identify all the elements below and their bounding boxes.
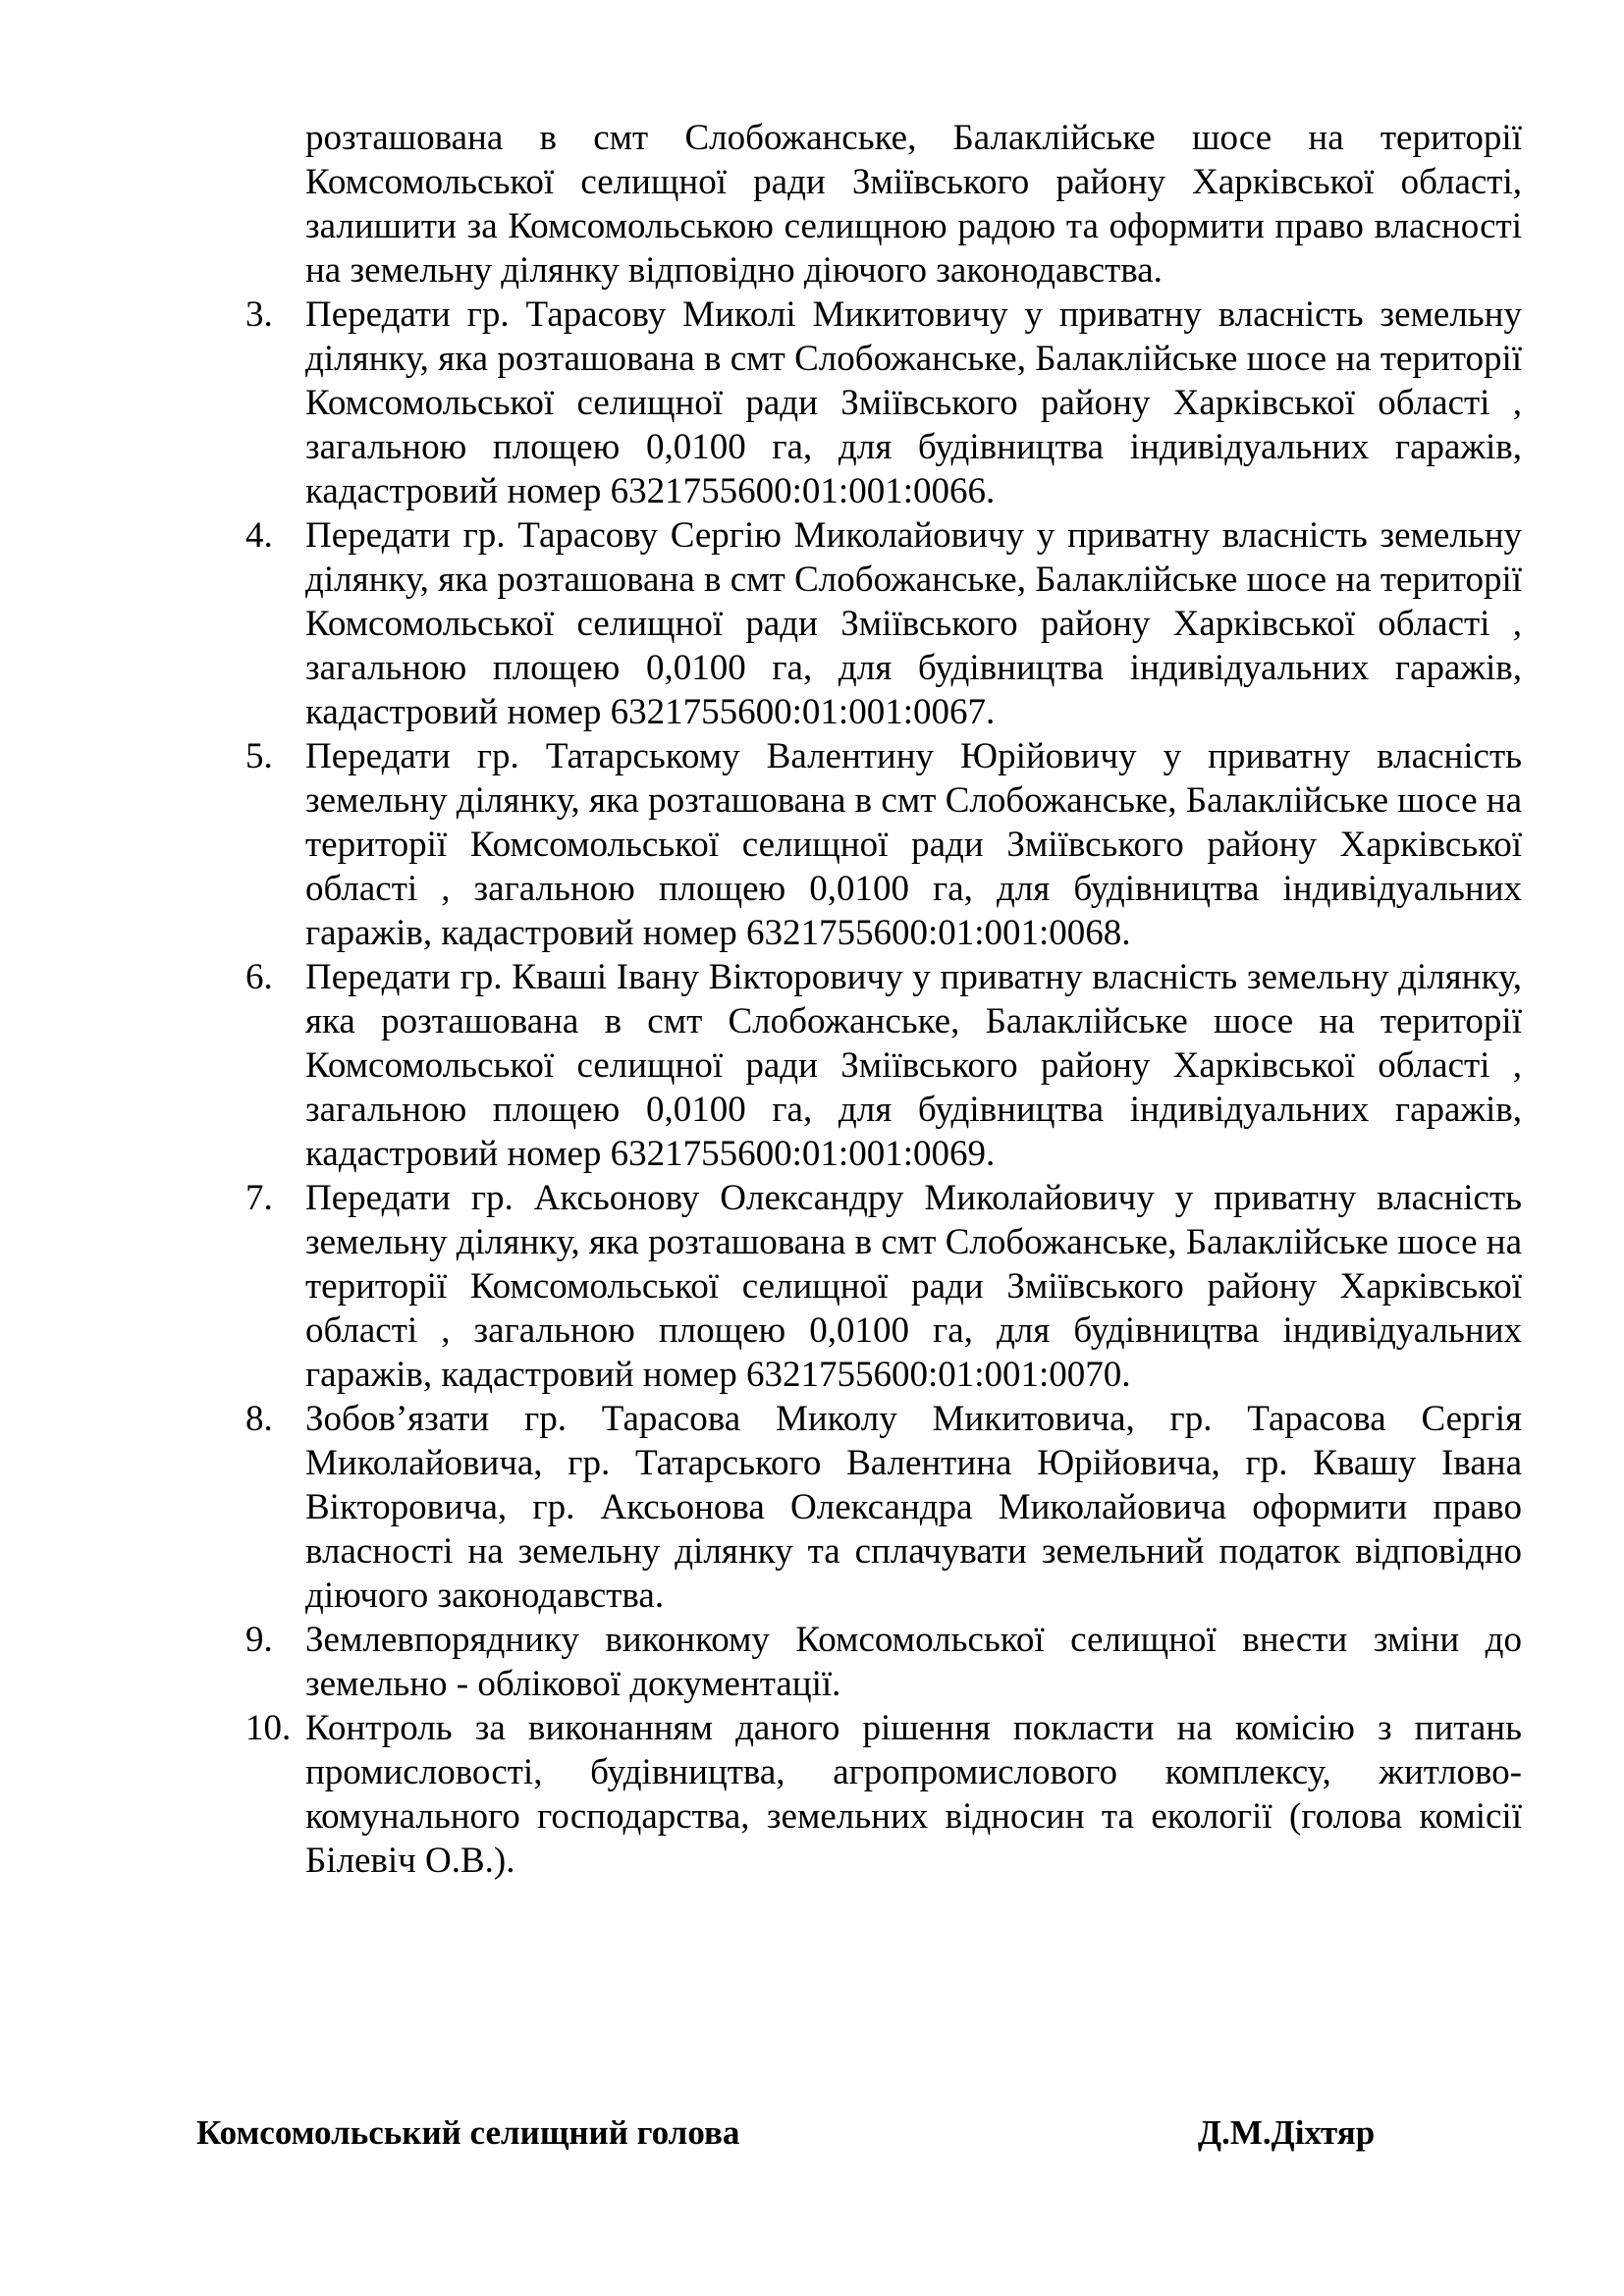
item-number: 10.	[245, 1708, 292, 1748]
item-number: 7.	[245, 1178, 273, 1218]
item-text: Землевпоряднику виконкому Комсомольської селищної внести зміни до земельно - облікової документації.	[305, 1620, 1522, 1704]
list-item	[245, 1618, 1522, 1706]
list-item	[245, 734, 1522, 955]
decision-list	[245, 293, 1522, 1883]
item-text: Передати гр. Тарасову Миколі Микитовичу у приватну власність земельну ділянку, яка розташована в смт Слобожанське, Балаклійське шосе на території Комсомольської селищної ради Зміївського району Харківської області , загальною площею 0,0100 га, для будівництва індивідуальних гаражів, кадастровий номер 6321755600:01:001:0066.	[305, 294, 1522, 511]
item-number: 9.	[245, 1620, 273, 1660]
list-item	[245, 293, 1522, 513]
list-item	[245, 1176, 1522, 1397]
item-text: Зобов’язати гр. Тарасова Миколу Микитовича, гр. Тарасова Сергія Миколайовича, гр. Татарського Валентина Юрійовича, гр. Квашу Івана Вікторовича, гр. Аксьонова Олександра Миколайовича оформити право власності на земельну ділянку та сплачувати земельний податок відповідно діючого законодавства.	[305, 1399, 1522, 1616]
item-number: 5.	[245, 736, 273, 776]
item-text: Контроль за виконанням даного рішення покласти на комісію з питань промисловості, будівництва, агропромислового комплексу, житлово-комунального господарства, земельних відносин та екології (голова комісії Білевіч О.В.).	[305, 1708, 1522, 1881]
item-number: 3.	[245, 294, 273, 335]
list-item	[245, 955, 1522, 1176]
item-number: 4.	[245, 515, 273, 556]
signatory-name: Д.М.Діхтяр	[1198, 2113, 1376, 2152]
intro-paragraph: розташована в смт Слобожанське, Балаклійське шосе на території Комсомольської селищної ради Зміївського району Харківської області, залишити за Комсомольською селищною радою та оформити право власності на земельну ділянку відповідно діючого законодавства.	[305, 118, 1522, 291]
signatory-title: Комсомольський селищний голова	[196, 2113, 740, 2152]
item-text: Передати гр. Кваші Івану Вікторовичу у приватну власність земельну ділянку, яка розташована в смт Слобожанське, Балаклійське шосе на території Комсомольської селищної ради Зміївського району Харківської області , загальною площею 0,0100 га, для будівництва індивідуальних гаражів, кадастровий номер 6321755600:01:001:0069.	[305, 957, 1522, 1174]
item-text: Передати гр. Аксьонову Олександру Миколайовичу у приватну власність земельну ділянку, яка розташована в смт Слобожанське, Балаклійське шосе на території Комсомольської селищної ради Зміївського району Харківської області , загальною площею 0,0100 га, для будівництва індивідуальних гаражів, кадастровий номер 6321755600:01:001:0070.	[305, 1178, 1522, 1395]
item-text: Передати гр. Татарському Валентину Юрійовичу у приватну власність земельну ділянку, яка розташована в смт Слобожанське, Балаклійське шосе на території Комсомольської селищної ради Зміївського району Харківської області , загальною площею 0,0100 га, для будівництва індивідуальних гаражів, кадастровий номер 6321755600:01:001:0068.	[305, 736, 1522, 953]
item-text: Передати гр. Тарасову Сергію Миколайовичу у приватну власність земельну ділянку, яка розташована в смт Слобожанське, Балаклійське шосе на території Комсомольської селищної ради Зміївського району Харківської області , загальною площею 0,0100 га, для будівництва індивідуальних гаражів, кадастровий номер 6321755600:01:001:0067.	[305, 515, 1522, 732]
list-item	[245, 1706, 1522, 1883]
item-number: 6.	[245, 957, 273, 997]
list-item	[245, 513, 1522, 734]
item-number: 8.	[245, 1399, 273, 1439]
list-item	[245, 1397, 1522, 1618]
